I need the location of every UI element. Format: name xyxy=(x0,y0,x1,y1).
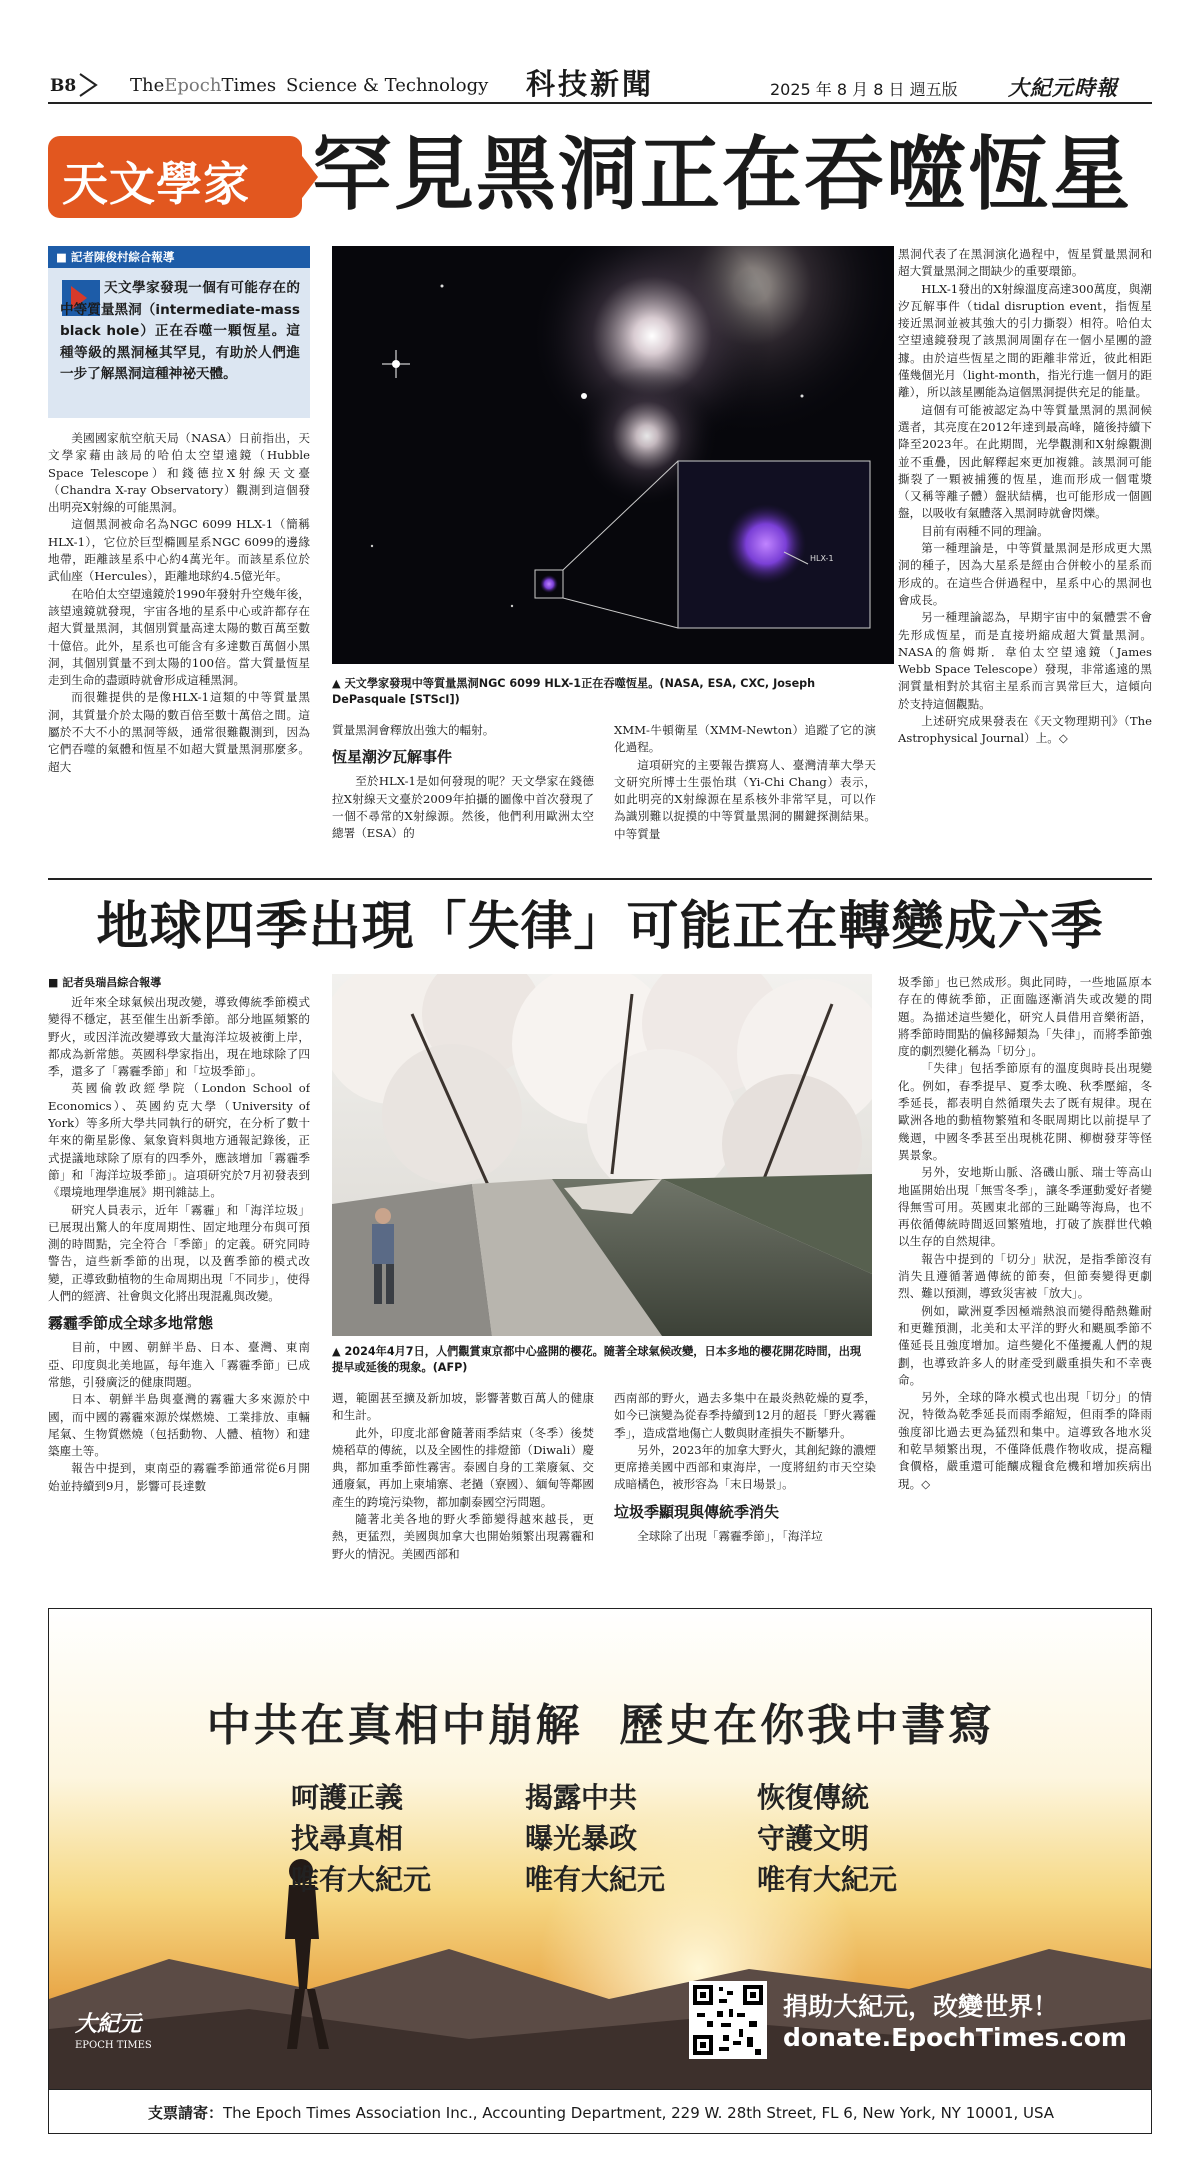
article2-subhead-1: 霧霾季節成全球多地常態 xyxy=(48,1314,214,1333)
paper-name-mid: Epoch xyxy=(164,75,222,96)
paragraph: 研究人員表示，近年「霧霾」和「海洋垃圾」已展現出驚人的年度周期性、固定地理分布與可預測的時間點，完全符合「季節」的定義。研究同時警告，這些新季節的出現，以及舊季節的模式改變，正導致動植物的生命周期出現「不同步」，使得人們的經濟、社會與文化將出現混亂與改變。 xyxy=(48,1202,310,1304)
article1-col4 xyxy=(898,246,1152,862)
ad-slogan: 揭露中共 xyxy=(525,1781,638,1814)
article2-col2 xyxy=(332,1390,594,1586)
ad-slogan: 守護文明 xyxy=(757,1822,870,1855)
paragraph: 週，範圍甚至擴及新加坡，影響著數百萬人的健康和生計。 xyxy=(332,1391,594,1423)
advertisement xyxy=(48,1608,1152,2134)
ad-donate-link[interactable]: donate.EpochTimes.com xyxy=(783,2023,1127,2052)
ad-footer-address: The Epoch Times Association Inc., Accounting Department, 229 W. 28th Street, FL 6, New York, NY 10001, USA xyxy=(222,2104,1055,2122)
article2-image-caption: ▲ 2024年4月7日，人們觀賞東京都中心盛開的櫻花。隨著全球氣候改變，日本多地的櫻花開花時間，出現提早或延後的現象。(AFP) xyxy=(332,1345,862,1374)
paragraph: 至於HLX-1是如何發現的呢？天文學家在錢德拉X射線天文臺於2009年拍攝的圖像中首次發現了一個不尋常的X射線源。然後，他們利用歐洲太空總署（ESA）的 xyxy=(332,774,594,841)
article2-col4 xyxy=(898,974,1152,1586)
ad-slogan: 恢復傳統 xyxy=(757,1781,870,1814)
paragraph: 報告中提到，東南亞的霧霾季節通常從6月開始並持續到9月，影響可長達數 xyxy=(48,1461,310,1493)
paragraph: 近年來全球氣候出現改變，導致傳統季節模式變得不穩定，甚至催生出新季節。部分地區頻繁的野火，或因洋流改變導致大量海洋垃圾被衝上岸，都成為新常態。英國科學家指出，現在地球除了四季，還多了「霧霾季節」和「垃圾季節」。 xyxy=(48,995,310,1079)
ad-logo xyxy=(75,2007,152,2051)
ad-headline: 中共在真相中崩解 歷史在你我中書寫 xyxy=(206,1700,996,1751)
page-number: B8 xyxy=(50,76,77,96)
article1-col3 xyxy=(614,722,876,862)
article2-col1 xyxy=(48,994,310,1586)
article1-image-caption: ▲ 天文學家發現中等質量黑洞NGC 6099 HLX-1正在吞噬恆星。(NASA, ESA, CXC, Joseph DePasquale [STScI]) xyxy=(332,677,816,706)
paragraph: 上述研究成果發表在《天文物理期刊》（The Astrophysical Journal）上。◇ xyxy=(898,714,1152,746)
image-label: HLX-1 xyxy=(810,554,834,563)
ad-footer-label: 支票請寄： xyxy=(147,2104,223,2122)
paper-name xyxy=(130,75,276,96)
article1-kicker xyxy=(48,136,302,218)
paragraph: 這個黑洞被命名為NGC 6099 HLX-1（簡稱HLX-1），它位於巨型橢圓星系NGC 6099的邊緣地帶，距離該星系中心約4萬光年。而該星系位於武仙座（Hercules），距離地球約4.5億光年。 xyxy=(48,517,310,584)
ad-slogan: 唯有大紀元 xyxy=(291,1863,432,1896)
ad-slogan: 呵護正義 xyxy=(291,1781,404,1814)
paragraph: 另一種理論認為，早期宇宙中的氣體雲不會先形成恆星，而是直接坍縮成超大質量黑洞。NASA的詹姆斯．韋伯太空望遠鏡（James Webb Space Telescope）發現，非常遙遠的黑洞質量相對於其宿主星系而言異常巨大，這傾向於支持這個觀點。 xyxy=(898,610,1152,711)
article2-subhead-2: 垃圾季顯現與傳統季消失 xyxy=(614,1502,780,1521)
paragraph: 「失律」包括季節原有的溫度與時長出現變化。例如，春季提早、夏季太晚、秋季壓縮，冬季延長，都表明自然循環失去了既有規律。現在歐洲各地的動植物繁殖和冬眠周期比以前提早了幾週，中國冬季甚至出現桃花開、柳樹發芽等怪異景象。 xyxy=(898,1061,1152,1162)
article1-byline: ■ 記者陳俊村綜合報導 xyxy=(56,250,175,264)
paragraph: 黑洞代表了在黑洞演化過程中，恆星質量黑洞和超大質量黑洞之間缺少的重要環節。 xyxy=(898,247,1152,279)
cherry-blossom-image xyxy=(332,974,872,1336)
article2-col3 xyxy=(614,1390,876,1586)
ad-slogan-col-1 xyxy=(291,1777,431,1900)
paragraph: 這個有可能被認定為中等質量黑洞的黑洞候選者，其亮度在2012年達到最高峰，隨後持續下降至2023年。在此期間，光學觀測和X射線觀測並不重疊，因此解釋起來更加複雜。該黑洞可能撕裂了一顆被捕獲的恆星，進而形成一個電漿（又稱等離子體）盤狀結構，也可能形成一個圓盤，以吸收有氣體落入黑洞時就會閃爍。 xyxy=(898,402,1152,521)
page-header xyxy=(48,67,1152,102)
paragraph: 日本、朝鮮半島與臺灣的霧霾大多來源於中國，而中國的霧霾來源於煤燃燒、工業排放、車輛尾氣、生物質燃燒（包括動物、人體、植物）和建築塵土等。 xyxy=(48,1392,310,1459)
article1-byline-bar xyxy=(48,246,310,268)
paragraph: 例如，歐洲夏季因極端熱浪而變得酷熱難耐和更難預測，北美和太平洋的野火和颶風季節不僅延長且強度增加。這些變化不僅擾亂人們的規劃，也導致許多人的財產受到嚴重損失和不幸喪命。 xyxy=(898,1303,1152,1387)
paragraph: XMM-牛頓衛星（XMM-Newton）追蹤了它的演化過程。 xyxy=(614,723,876,755)
ad-slogan-col-3 xyxy=(757,1777,897,1900)
ad-donate-text: 捐助大紀元，改變世界！ xyxy=(783,1992,1059,2021)
paragraph: 目前，中國、朝鮮半島、日本、臺灣、東南亞、印度與北美地區，每年進入「霧霾季節」已成常態，引發廣泛的健康問題。 xyxy=(48,1340,310,1389)
black-hole-image xyxy=(332,246,894,664)
article2-headline: 地球四季出現「失律」可能正在轉變成六季 xyxy=(96,896,1104,957)
article1-kicker-text: 天文學家 xyxy=(62,157,250,211)
paragraph: 西南部的野火，過去多集中在最炎熱乾燥的夏季，如今已演變為從春季持續到12月的超長「野火霧霾季」，造成當地傷亡人數與財產損失不斷攀升。 xyxy=(614,1391,876,1440)
ad-logo-zh: 大紀元 xyxy=(75,2011,142,2037)
paragraph: 在哈伯太空望遠鏡於1990年發射升空幾年後，該望遠鏡就發現，宇宙各地的星系中心或許都存在超大質量黑洞，其個別質量高達太陽的數百萬至數十億倍。此外，星系也可能含有多達數百萬個小黑洞，其個別質量不到太陽的100倍。當大質量恆星走到生命的盡頭時就會形成這種黑洞。 xyxy=(48,586,310,688)
section-zh: 科技新聞 xyxy=(526,67,655,101)
ad-slogan-col-2 xyxy=(525,1777,665,1900)
ad-footer xyxy=(49,2089,1152,2134)
ad-logo-en: EPOCH TIMES xyxy=(75,2040,152,2051)
paragraph: HLX-1發出的X射線溫度高達300萬度，與潮汐瓦解事件（tidal disruption event，指恆星接近黑洞並被其強大的引力撕裂）相符。哈伯太空望遠鏡發現了該黑洞周圍存在一個小星團的證據。由於這些恆星之間的距離非常近，彼此相距僅幾個光月（light-month，指光行進一個月的距離），所以該星團能為這個黑洞提供充足的能量。 xyxy=(898,281,1152,400)
paper-name-prefix: The xyxy=(130,75,165,96)
ad-slogan: 唯有大紀元 xyxy=(525,1863,666,1896)
paragraph: 報告中提到的「切分」狀況，是指季節沒有消失且遵循著過傳統的節奏，但節奏變得更劇烈、難以預測，導致災害被「放大」。 xyxy=(898,1251,1152,1301)
paragraph: 全球除了出現「霧霾季節」，「海洋垃 xyxy=(637,1528,823,1543)
paragraph: 英國倫敦政經學院（London School of Economics）、英國約克大學（University of York）等多所大學共同執行的研究，在分析了數十年來的衛星影像、氣象資料與地方通報記錄後，正式提議地球除了原有的四季外，應該增加「霧霾季節」和「海洋垃圾季節」。這項研究於7月初發表到《環境地理學進展》期刊雜誌上。 xyxy=(48,1081,310,1200)
paragraph: 美國國家航空航天局（NASA）日前指出，天文學家藉由該局的哈伯太空望遠鏡（Hubble Space Telescope）和錢德拉X射線天文臺（Chandra X-ray Observatory）觀測到這個發出明亮X射線的可能黑洞。 xyxy=(48,431,310,515)
section-en: Science & Technology xyxy=(286,75,489,96)
paragraph: 第一種理論是，中等質量黑洞是形成更大黑洞的種子，因為大星系是經由合併較小的星系而形成的。在這些合併過程中，星系中心的黑洞也會成長。 xyxy=(898,541,1152,607)
article1-headline: 罕見黑洞正在吞噬恆星 xyxy=(312,127,1132,221)
paragraph: 這項研究的主要報告撰寫人、臺灣清華大學天文研究所博士生張怡琪（Yi-Chi Chang）表示，如此明亮的X射線源在星系核外非常罕見，可以作為識別難以捉摸的中等質量黑洞的關鍵探測結果。中等質量 xyxy=(614,757,876,841)
article1-col2 xyxy=(332,722,594,862)
paragraph: 目前有兩種不同的理論。 xyxy=(921,523,1049,538)
article1-col1 xyxy=(48,430,310,858)
paragraph: 另外，全球的降水模式也出現「切分」的情況，特徵為乾季延長而雨季縮短，但雨季的降雨強度卻比過去更為猛烈和集中。這導致各地水災和乾旱頻繁出現，不僅降低農作物收成，提高糧食價格，嚴重還可能釀成糧食危機和增加疾病出現。◇ xyxy=(898,1390,1152,1491)
paragraph: 另外，2023年的加拿大野火，其創紀錄的濃煙更席捲美國中西部和東海岸，一度將紐約市天空染成暗橘色，被形容為「末日場景」。 xyxy=(614,1442,876,1492)
section-divider xyxy=(48,878,1152,880)
paper-logo: 大紀元時報 xyxy=(1008,75,1118,100)
paragraph: 此外，印度北部會隨著雨季結束（冬季）後焚燒稻草的傳統，以及全國性的排燈節（Diwali）慶典，都加重季節性霧害。泰國自身的工業廢氣、交通廢氣，再加上柬埔寨、老撾（寮國）、緬甸等鄰國產生的跨境污染物，都加劇泰國空污問題。 xyxy=(332,1425,594,1509)
article1-lead: 天文學家發現一個有可能存在的中等質量黑洞（intermediate-mass black hole）正在吞噬一顆恆星。這種等級的黑洞極其罕見，有助於人們進一步了解黑洞這種神祕天體。 xyxy=(60,280,300,382)
paragraph: 而很難提供的是像HLX-1這類的中等質量黑洞，其質量介於太陽的數百倍至數十萬倍之間。這屬於不大不小的黑洞等級，通常很難觀測到，因為它們吞噬的氣體和恆星不如超大質量黑洞那麼多。超大 xyxy=(48,690,310,774)
chevron-right-icon xyxy=(76,72,102,98)
ad-slogan: 曝光暴政 xyxy=(525,1822,638,1855)
ad-footer-text xyxy=(49,2102,1152,2123)
article2-byline: ■ 記者吳瑞昌綜合報導 xyxy=(48,976,162,989)
paragraph: 隨著北美各地的野火季節變得越來越長，更熱，更猛烈，美國與加拿大也開始頻繁出現霧霾和野火的情況。美國西部和 xyxy=(332,1512,594,1561)
ad-slogan: 唯有大紀元 xyxy=(757,1863,898,1896)
paragraph: 質量黑洞會釋放出強大的輻射。 xyxy=(332,723,495,737)
paragraph: 另外，安地斯山脈、洛磯山脈、瑞士等高山地區開始出現「無雪冬季」，讓冬季運動愛好者變得無雪可用。英國東北部的三趾鷗等海鳥，也不再依循傳統時間返回繁殖地，打破了族群世代賴以生存的自然規律。 xyxy=(898,1165,1152,1249)
header-underline xyxy=(48,102,1152,104)
issue-date: 2025 年 8 月 8 日 週五版 xyxy=(770,80,958,99)
article1-lead-box xyxy=(48,268,310,418)
ad-slogan: 找尋真相 xyxy=(291,1822,404,1855)
article1-subhead: 恆星潮汐瓦解事件 xyxy=(332,748,453,767)
qr-code-icon[interactable] xyxy=(689,1981,767,2059)
paragraph: 圾季節」也已然成形。與此同時，一些地區原本存在的傳統季節，正面臨逐漸消失或改變的問題。為描述這些變化，研究人員借用音樂術語，將季節時間點的偏移歸類為「失律」，而將季節強度的劇烈變化稱為「切分」。 xyxy=(898,975,1152,1059)
paper-name-suffix: Times xyxy=(221,75,277,96)
